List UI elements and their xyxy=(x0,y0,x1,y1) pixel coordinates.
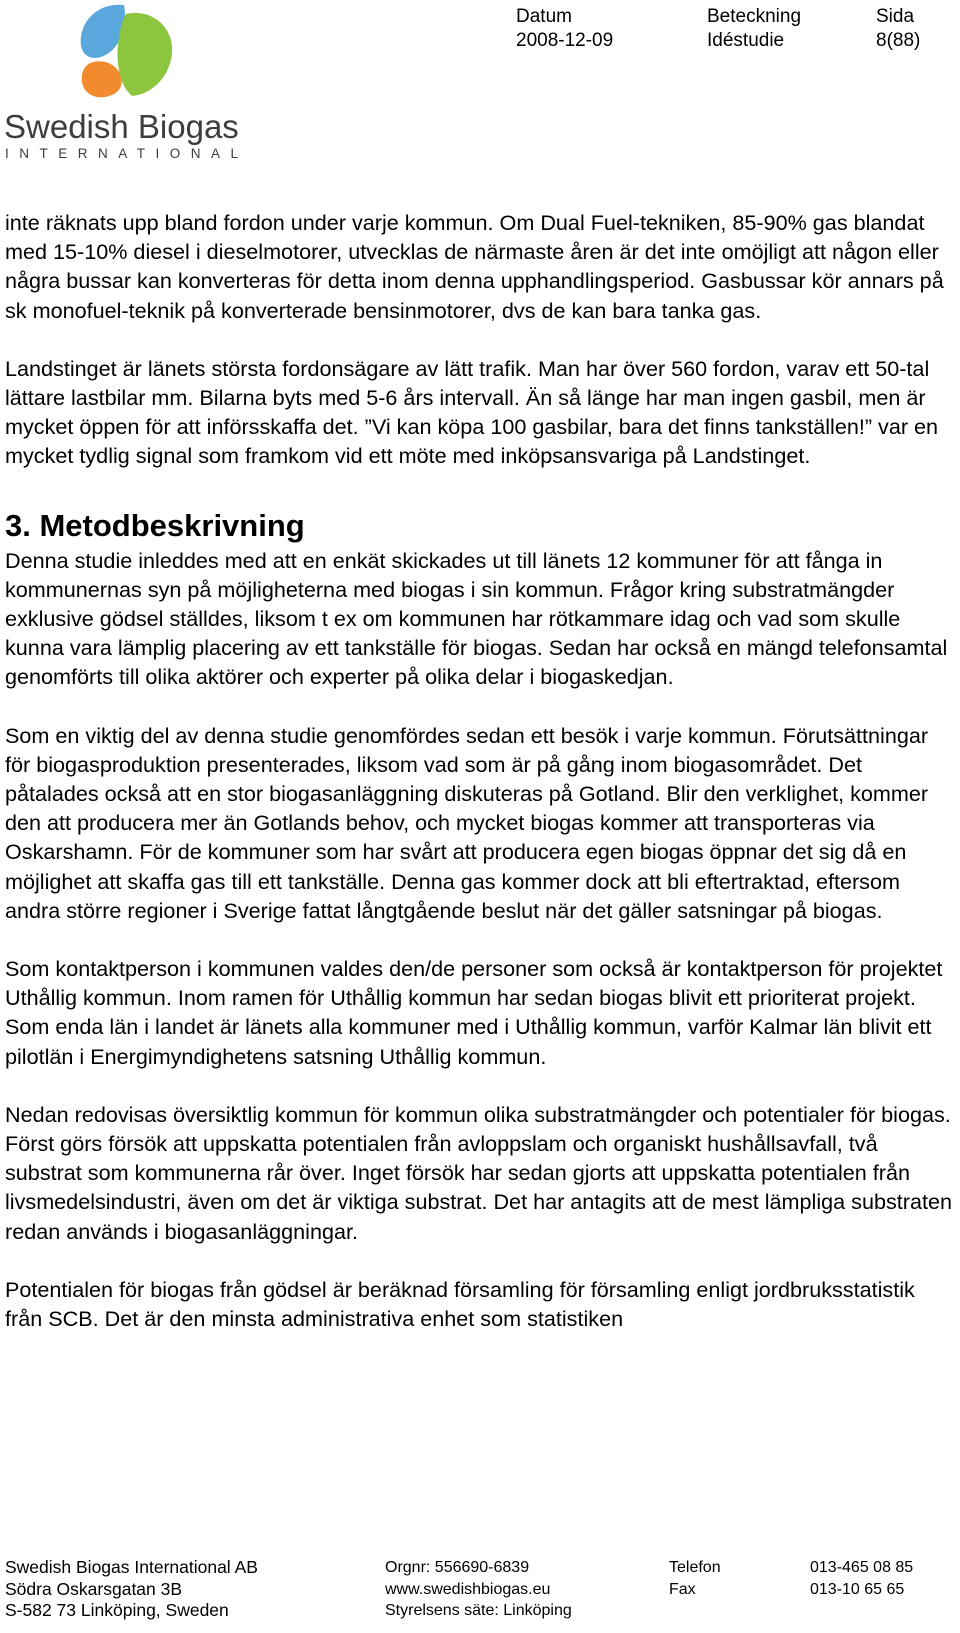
logo-wordmark: Swedish Biogas xyxy=(4,108,239,145)
logo-subtitle: INTERNATIONAL xyxy=(5,146,249,161)
logo-orange-leaf xyxy=(82,61,122,97)
paragraph-landstinget: Landstinget är länets största fordonsägare av lätt trafik. Man har över 560 fordon, varav ett 50-tal lättare lastbilar mm. Bilarna byts med 5-6 års intervall. Än så länge har man ingen gasbil, men är mycket öppen för att införsskaffa det. ”Vi kan köpa 100 gasbilar, bara det finns tankställen!” var en mycket tydlig signal som framkom vid ett möte med inköpsansvariga på Landstinget. xyxy=(5,355,939,469)
footer-contact-labels xyxy=(669,1557,721,1600)
swedish-biogas-logo xyxy=(2,0,254,165)
footer-phone-value: 013-465 08 85 xyxy=(810,1559,914,1576)
section-heading: 3. Metodbeskrivning xyxy=(5,507,305,543)
logo-green-leaf xyxy=(118,13,173,96)
date-label: Datum xyxy=(516,6,572,27)
footer-phone-label: Telefon xyxy=(669,1559,721,1576)
date-value: 2008-12-09 xyxy=(516,30,614,51)
paragraph-survey: Denna studie inleddes med att en enkät skickades ut till länets 12 kommuner för att fånga in kommunernas syn på möjligheterna med biogas i sin kommun. Frågor kring substratmängder exklusive gödsel ställdes, liksom t ex om kommunen har rötkammare idag och vad som skulle kunna vara lämplig placering av ett tankställe för biogas. Sedan har också en mängd telefonsamtal genomförts till olika aktörer och experter på olika delar i biogaskedjan. xyxy=(5,547,948,690)
paragraph-manure-potential: Potentialen för biogas från gödsel är beräknad församling för församling enligt jordbruksstatistik från SCB. Det är den minsta administrativa enhet som statistiken xyxy=(5,1276,915,1332)
footer-street: Södra Oskarsgatan 3B xyxy=(5,1578,183,1599)
paragraph-dual-fuel: inte räknats upp bland fordon under varje kommun. Om Dual Fuel-tekniken, 85-90% gas blandat med 15-10% diesel i dieselmotorer, utvecklas de närmaste åren är det inte omöjligt att någon eller några bussar kan konverteras för detta inom denna upphandlingsperiod. Gasbussar kör annars på sk monofuel-teknik på konverterade bensinmotorer, dvs de kan bara tanka gas. xyxy=(5,210,944,323)
reference-label: Beteckning xyxy=(707,6,802,27)
footer-website: www.swedishbiogas.eu xyxy=(385,1580,551,1598)
header-date xyxy=(516,5,613,53)
paragraph-visits: Som en viktig del av denna studie genomfördes sedan ett besök i varje kommun. Förutsättningar för biogasproduktion presenterades, liksom vad som är på gång inom biogasområdet. Det påtalades också att en stor biogasanläggning diskuteras på Gotland. Blir den verklighet, kommer den att producera mer än Gotlands behov, och mycket biogas kommer att transporteras via Oskarshamn. För de kommuner som har svårt att producera egen biogas öppnar det sig då en möjlighet att skaffa gas till ett tankställe. Denna gas kommer dock att bli eftertraktad, eftersom andra större regioner i Sverige fattat långtgående beslut när det gäller satsningar på biogas. xyxy=(5,722,929,923)
footer-contact-values xyxy=(810,1557,913,1600)
paragraph-substrates: Nedan redovisas översiktlig kommun för kommun olika substratmängder och potentialer för biogas. Först görs försök att uppskatta potentialen från avloppslam och organiskt hushållsavfall, två substrat som kommunerna rår över. Inget försök har sedan gjorts att uppskatta potentialen från livsmedelsindustri, även om det är viktiga substrat. Det har antagits att de mest lämpliga substraten redan används i biogasanläggningar. xyxy=(5,1101,952,1244)
footer-fax-value: 013-10 65 65 xyxy=(810,1580,905,1598)
footer-city: S-582 73 Linköping, Sweden xyxy=(5,1600,229,1620)
footer-fax-label: Fax xyxy=(669,1580,696,1598)
footer-orgnr: Orgnr: 556690-6839 xyxy=(385,1559,530,1576)
page-value: 8(88) xyxy=(876,30,921,51)
reference-value: Idéstudie xyxy=(707,30,785,51)
header-reference xyxy=(707,5,801,53)
document-body xyxy=(5,208,955,1333)
footer-registration xyxy=(385,1557,572,1622)
footer-seat: Styrelsens säte: Linköping xyxy=(385,1602,572,1619)
footer-address xyxy=(5,1557,258,1622)
header-page xyxy=(876,5,920,53)
paragraph-contact-person: Som kontaktperson i kommunen valdes den/de personer som också är kontaktperson för projektet Uthållig kommun. Inom ramen för Uthållig kommun har sedan biogas blivit ett prioriterat projekt. Som enda län i landet är länets alla kommuner med i Uthållig kommun, varför Kalmar län blivit ett pilotlän i Energimyndighetens satsning Uthållig kommun. xyxy=(5,956,943,1069)
footer-company: Swedish Biogas International AB xyxy=(5,1557,258,1577)
page-label: Sida xyxy=(876,6,915,27)
